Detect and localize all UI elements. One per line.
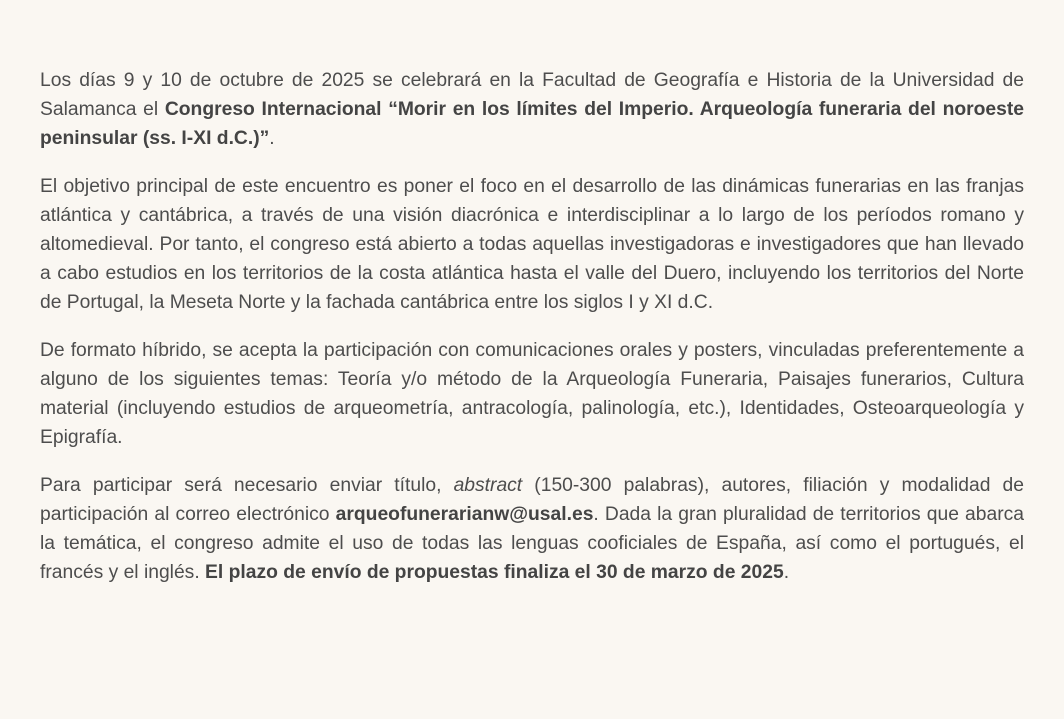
intro-text: Los días 9 y 10 de octubre de 2025 se celebrará en la Facultad de Geografía e Historia de la Universidad de Salamanca el [40,70,1024,120]
congress-title: Congreso Internacional “Morir en los límites del Imperio. Arqueología funeraria del noroeste peninsular (ss. I-XI d.C.)” [40,99,1025,149]
objective-text: El objetivo principal de este encuentro es poner el foco en el desarrollo de las dinámicas funerarias en las franjas atlántica y cantábrica, a través de una visión diacrónica e interdisciplinar a lo largo de los períodos romano y altomedieval. Por tanto, el congreso está abierto a todas aquellas investigadoras e investigadores que han llevado a cabo estudios en los territorios de la costa atlántica hasta el valle del Duero, incluyendo los territorios del Norte de Portugal, la Meseta Norte y la fachada cantábrica entre los siglos I y XI d.C. [40,176,1024,313]
paragraph-objective [40,172,1024,317]
abstract-term: abstract [453,475,523,496]
format-text: De formato híbrido, se acepta la participación con comunicaciones orales y posters, vinculadas preferentemente a alguno de los siguientes temas: Teoría y/o método de la Arqueología Funeraria, Paisajes funerarios, Cultura material (incluyendo estudios de arqueometría, antracología, palinología, etc.), Identidades, Osteoarqueología y Epigrafía. [40,340,1024,448]
participation-period: . [783,562,790,583]
paragraph-format [40,336,1024,452]
contact-email: arqueofunerarianw@usal.es [335,504,594,525]
deadline-notice: El plazo de envío de propuestas finaliza el 30 de marzo de 2025 [205,562,784,583]
paragraph-participation [40,471,1024,587]
participation-text-2: (150-300 palabras), autores, filiación y modalidad de participación al correo electrónico [40,475,1025,525]
participation-text-1: Para participar será necesario enviar título, [40,475,454,496]
paragraph-congress-intro [40,66,1024,153]
participation-text-3: . Dada la gran pluralidad de territorios que abarca la temática, el congreso admite el uso de todas las lenguas cooficiales de España, así como el portugués, el francés y el inglés. [40,504,1024,583]
intro-period: . [269,128,275,149]
